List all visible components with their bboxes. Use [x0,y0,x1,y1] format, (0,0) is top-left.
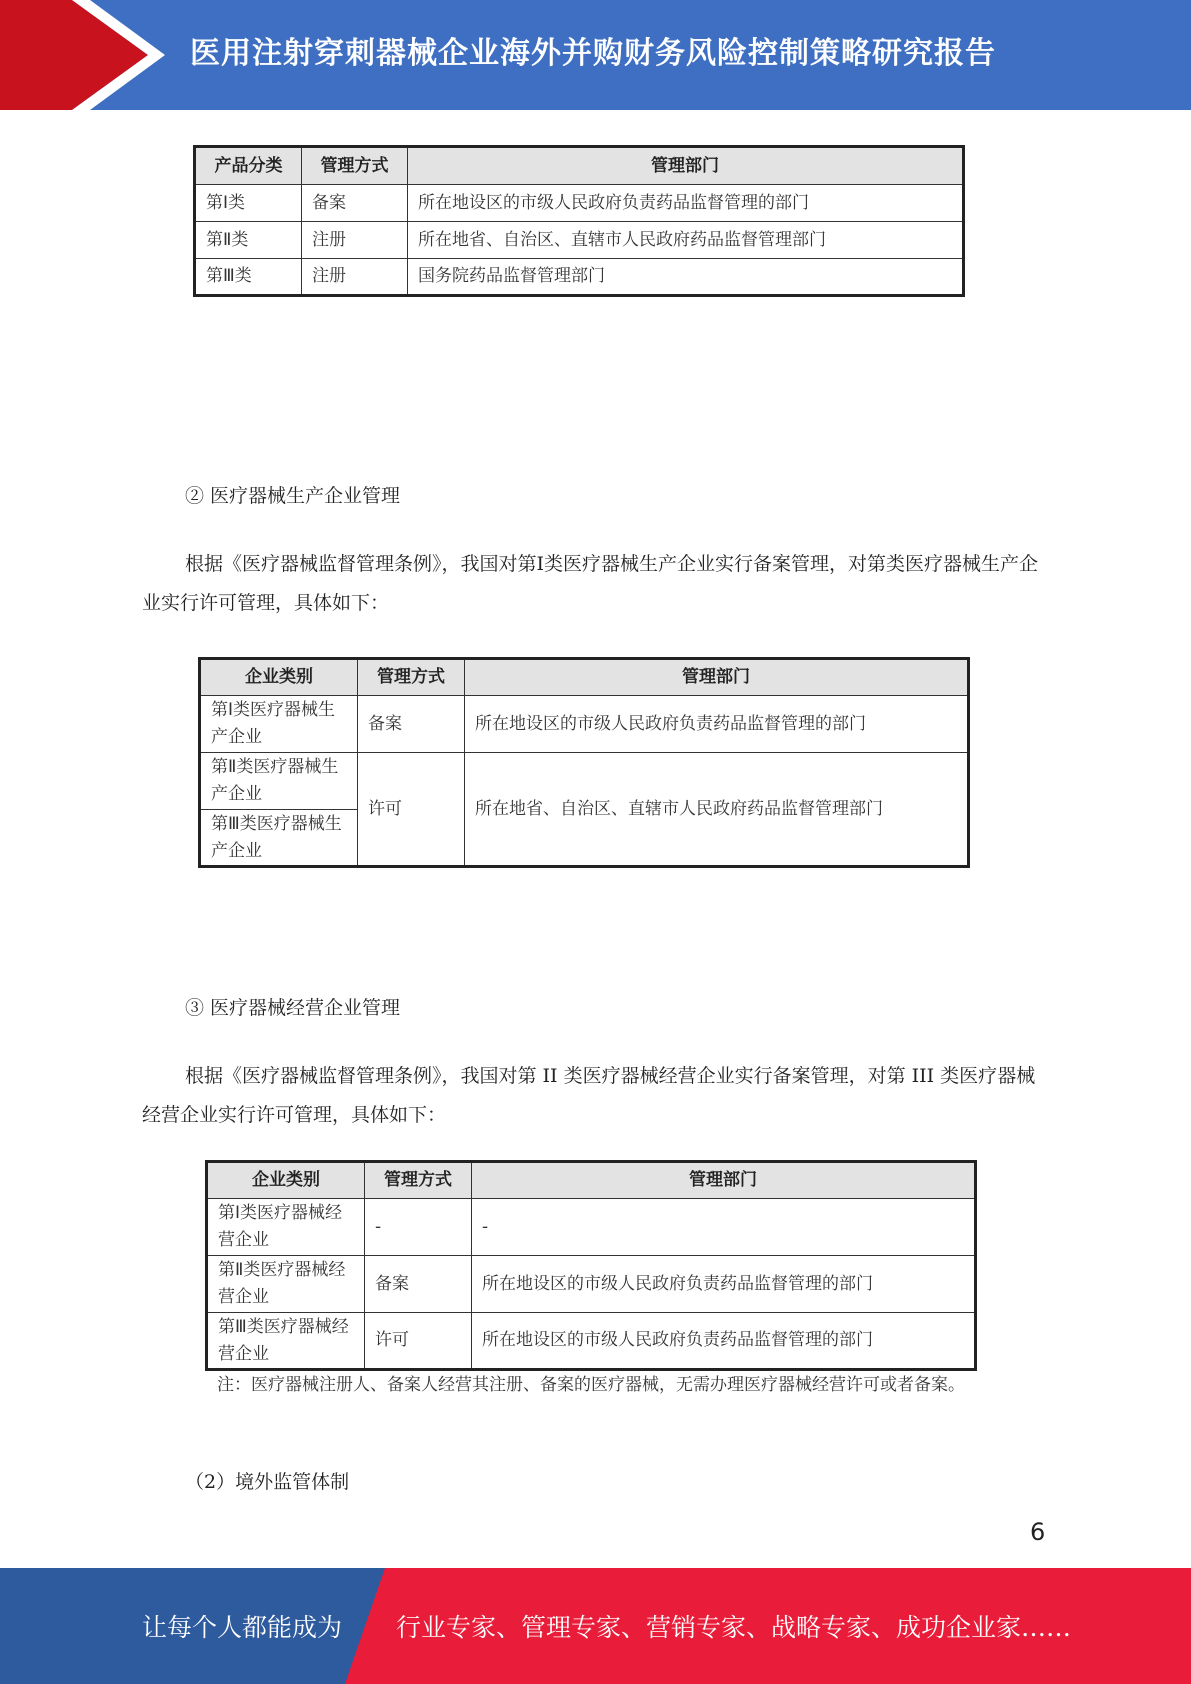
paragraph-production: 根据《医疗器械监督管理条例》，我国对第Ⅰ类医疗器械生产企业实行备案管理，对第类医疗器械生产企业实行许可管理，具体如下： [142,553,1039,614]
header-cell: 管理部门 [408,147,964,185]
table-row [200,696,969,753]
table-cell: 所在地省、自治区、直辖市人民政府药品监督管理部门 [408,222,964,259]
table-header-row [207,1162,976,1199]
page-header [0,0,1191,110]
table-cell: 第Ⅲ类医疗器械经营企业 [207,1313,365,1370]
report-title: 医用注射穿刺器械企业海外并购财务风险控制策略研究报告 [190,36,996,71]
table-cell: 第Ⅲ类医疗器械生产企业 [200,810,358,867]
table-cell: 所在地设区的市级人民政府负责药品监督管理的部门 [472,1256,976,1313]
table-cell: 第Ⅰ类医疗器械生产企业 [200,696,358,753]
product-classification-table [193,145,965,297]
table-note: 注：医疗器械注册人、备案人经营其注册、备案的医疗器械，无需办理医疗器械经营许可或者备案。 [217,1375,965,1395]
table-header-row [200,659,969,696]
table-row [195,222,964,259]
table-cell: - [472,1199,976,1256]
page-number: 6 [1030,1518,1046,1546]
table-row [207,1256,976,1313]
table-cell: 第Ⅲ类 [195,259,302,296]
header-cell: 产品分类 [195,147,302,185]
section-heading-production: ② 医疗器械生产企业管理 [185,485,401,507]
header-cell: 企业类别 [207,1162,365,1199]
header-cell: 管理部门 [472,1162,976,1199]
header-cell: 管理部门 [465,659,969,696]
table-row [195,185,964,222]
table-cell: 许可 [365,1313,472,1370]
table-cell: 所在地省、自治区、直辖市人民政府药品监督管理部门 [465,753,969,867]
table-cell: 第Ⅱ类医疗器械经营企业 [207,1256,365,1313]
header-cell: 管理方式 [365,1162,472,1199]
table-cell: 备案 [358,696,465,753]
table-cell: 第Ⅱ类 [195,222,302,259]
footer-slogan-right: 行业专家、管理专家、营销专家、战略专家、成功企业家…… [396,1613,1072,1642]
table-cell: 所在地设区的市级人民政府负责药品监督管理的部门 [472,1313,976,1370]
section-heading-operation: ③ 医疗器械经营企业管理 [185,997,401,1019]
footer-slogan-left: 让每个人都能成为 [142,1613,343,1642]
operation-enterprise-table [205,1160,977,1371]
page-footer [0,1568,1191,1684]
table-cell: 许可 [358,753,465,867]
header-cell: 管理方式 [302,147,408,185]
table-cell: - [365,1199,472,1256]
table-cell: 第Ⅰ类 [195,185,302,222]
table-cell: 国务院药品监督管理部门 [408,259,964,296]
table-row [207,1199,976,1256]
table-row [195,259,964,296]
header-cell: 企业类别 [200,659,358,696]
table-row [200,753,969,810]
table-cell: 第Ⅱ类医疗器械生产企业 [200,753,358,810]
table-header-row [195,147,964,185]
table-cell: 所在地设区的市级人民政府负责药品监督管理的部门 [408,185,964,222]
table-cell: 所在地设区的市级人民政府负责药品监督管理的部门 [465,696,969,753]
production-enterprise-table [198,657,970,868]
table-cell: 注册 [302,259,408,296]
paragraph-operation: 根据《医疗器械监督管理条例》，我国对第 II 类医疗器械经营企业实行备案管理，对第 III 类医疗器械经营企业实行许可管理，具体如下： [142,1065,1036,1126]
table-row [207,1313,976,1370]
header-cell: 管理方式 [358,659,465,696]
table-cell: 备案 [302,185,408,222]
table-cell: 注册 [302,222,408,259]
section-heading-overseas: （2）境外监管体制 [185,1471,350,1493]
table-cell: 第Ⅰ类医疗器械经营企业 [207,1199,365,1256]
table-cell: 备案 [365,1256,472,1313]
